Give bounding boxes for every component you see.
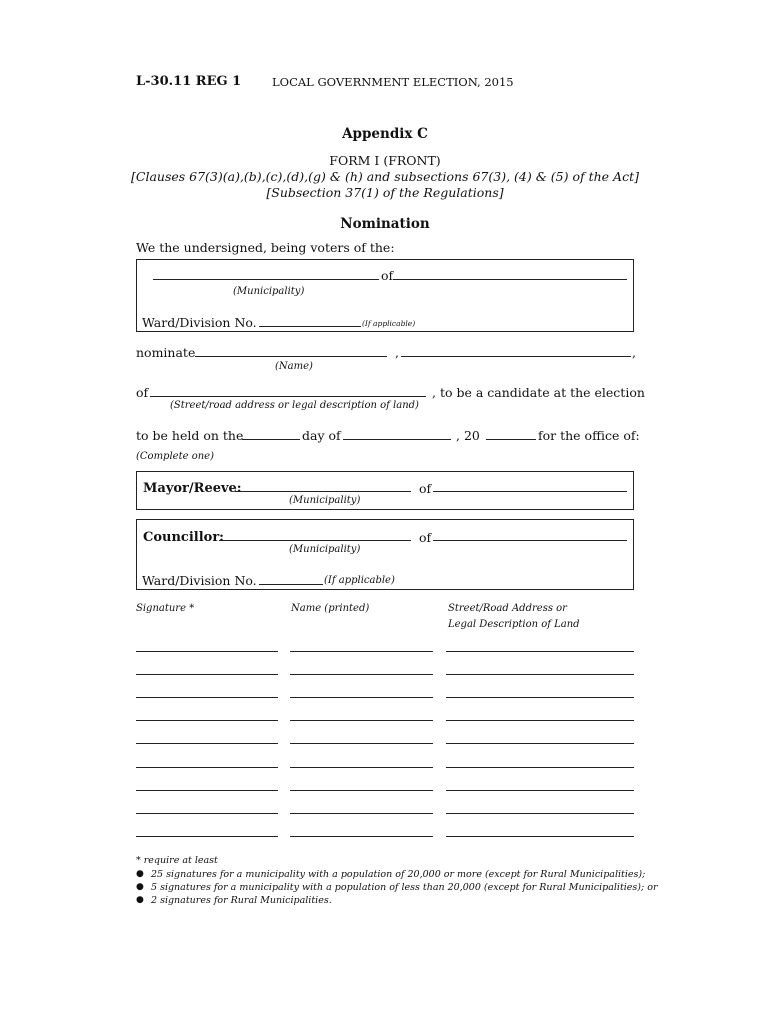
signature-line[interactable]: [136, 743, 278, 744]
signature-line[interactable]: [136, 836, 278, 837]
signature-line[interactable]: [136, 813, 278, 814]
address-line[interactable]: [446, 836, 634, 837]
appendix-title: Appendix C: [342, 126, 428, 142]
footnote-item: ● 25 signatures for a municipality with a population of 20,000 or more (except for Rural Municipalities);: [136, 868, 656, 881]
ward-number-field[interactable]: [259, 314, 361, 327]
location-field[interactable]: [393, 267, 627, 280]
councillor-box: [136, 519, 634, 590]
mayor-location-field[interactable]: [433, 479, 627, 492]
name-printed-column-header: Name (printed): [291, 603, 370, 614]
address-line[interactable]: [446, 767, 634, 768]
address-line[interactable]: [446, 674, 634, 675]
address-line[interactable]: [446, 790, 634, 791]
voters-municipality-box: [136, 259, 634, 332]
candidate-name-continued-field[interactable]: [401, 344, 631, 357]
subsection-reference: [Subsection 37(1) of the Regulations]: [266, 185, 504, 200]
name-printed-line[interactable]: [290, 720, 433, 721]
name-printed-line[interactable]: [290, 790, 433, 791]
name-printed-line[interactable]: [290, 674, 433, 675]
footnote-list: [136, 868, 656, 907]
address-line[interactable]: [446, 720, 634, 721]
nominate-comma-end: ,: [632, 345, 636, 360]
address-line[interactable]: [446, 813, 634, 814]
address-field[interactable]: [150, 384, 426, 397]
mayor-municipality-field[interactable]: [235, 479, 411, 492]
footnote-item: ● 5 signatures for a municipality with a population of less than 20,000 (except for Rural Municipalities); or: [136, 881, 656, 894]
candidate-election-text: , to be a candidate at the election: [432, 385, 645, 400]
nominate-label: nominate: [136, 345, 196, 360]
address-line[interactable]: [446, 743, 634, 744]
name-printed-line[interactable]: [290, 836, 433, 837]
to-be-held-label: to be held on the: [136, 428, 244, 443]
act-title: LOCAL GOVERNMENT ELECTION, 2015: [272, 75, 514, 89]
name-printed-line[interactable]: [290, 697, 433, 698]
address-column-header: Street/Road Address or: [448, 603, 567, 614]
day-of-label: day of: [302, 428, 341, 443]
nomination-heading: Nomination: [340, 216, 430, 232]
address-caption: (Street/road address or legal description of land): [170, 400, 419, 411]
councillor-of-label: of: [419, 530, 432, 545]
name-printed-line[interactable]: [290, 813, 433, 814]
office-label: for the office of:: [538, 428, 640, 443]
year-prefix: , 20: [456, 428, 480, 443]
mayor-municipality-caption: (Municipality): [289, 495, 361, 506]
month-field[interactable]: [343, 427, 451, 440]
ward-applicable-note: (If applicable): [362, 319, 416, 328]
footnote-item: ● 2 signatures for Rural Municipalities.: [136, 894, 656, 907]
councillor-label: Councillor:: [143, 530, 224, 545]
nominate-comma: ,: [395, 345, 399, 360]
address-column-header-line2: Legal Description of Land: [448, 619, 580, 630]
intro-text: We the undersigned, being voters of the:: [136, 240, 395, 255]
councillor-ward-label: Ward/Division No.: [142, 573, 257, 588]
mayor-reeve-box: [136, 471, 634, 510]
name-caption: (Name): [275, 361, 313, 372]
of-address-label: of: [136, 385, 149, 400]
address-line[interactable]: [446, 697, 634, 698]
day-field[interactable]: [242, 427, 300, 440]
year-field[interactable]: [486, 427, 536, 440]
name-printed-line[interactable]: [290, 651, 433, 652]
signature-column-header: Signature *: [136, 603, 195, 614]
form-title: FORM I (FRONT): [329, 153, 441, 168]
councillor-municipality-field[interactable]: [219, 528, 411, 541]
signature-line[interactable]: [136, 790, 278, 791]
signature-line[interactable]: [136, 651, 278, 652]
municipality-caption: (Municipality): [233, 286, 305, 297]
clauses-reference: [Clauses 67(3)(a),(b),(c),(d),(g) & (h) and subsections 67(3), (4) & (5) of the Act]: [131, 169, 639, 184]
signature-line[interactable]: [136, 674, 278, 675]
footnote-heading: * require at least: [136, 855, 218, 866]
mayor-reeve-label: Mayor/Reeve:: [143, 481, 242, 496]
address-line[interactable]: [446, 651, 634, 652]
ward-label: Ward/Division No.: [142, 315, 257, 330]
regulation-code: L-30.11 REG 1: [136, 74, 242, 89]
signature-line[interactable]: [136, 697, 278, 698]
mayor-of-label: of: [419, 481, 432, 496]
councillor-applicable-note: (If applicable): [324, 575, 395, 586]
signature-line[interactable]: [136, 767, 278, 768]
complete-one-note: (Complete one): [136, 451, 214, 462]
name-printed-line[interactable]: [290, 743, 433, 744]
councillor-ward-field[interactable]: [259, 572, 323, 585]
candidate-name-field[interactable]: [195, 344, 387, 357]
signature-line[interactable]: [136, 720, 278, 721]
name-printed-line[interactable]: [290, 767, 433, 768]
councillor-municipality-caption: (Municipality): [289, 544, 361, 555]
municipality-field[interactable]: [153, 267, 379, 280]
of-label: of: [381, 268, 394, 283]
councillor-location-field[interactable]: [433, 528, 627, 541]
